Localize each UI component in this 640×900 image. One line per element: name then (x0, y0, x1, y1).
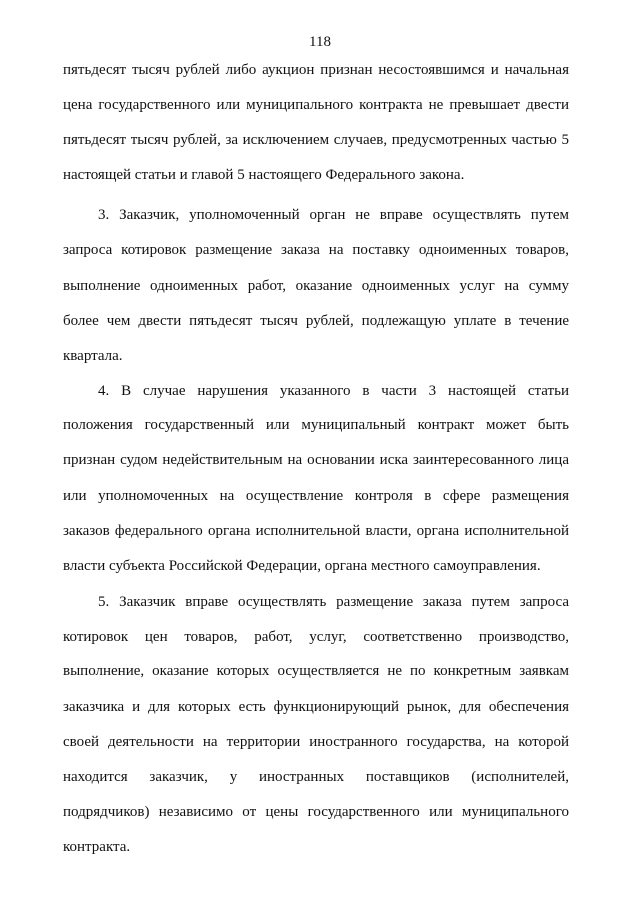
text-line: пятьдесят тысяч рублей либо аукцион признан несостоявшимся и начальная (63, 62, 569, 78)
text-line: более чем двести пятьдесят тысяч рублей, подлежащую уплате в течение (63, 313, 569, 329)
text-line: находится заказчик, у иностранных поставщиков (исполнителей, (63, 769, 569, 785)
text-line: котировок цен товаров, работ, услуг, соответственно производство, (63, 629, 569, 645)
text-line: выполнение, оказание которых осуществляется не по конкретным заявкам (63, 663, 569, 679)
text-line: своей деятельности на территории иностранного государства, на которой (63, 734, 569, 750)
text-line: заказов федерального органа исполнительной власти, органа исполнительной (63, 523, 569, 539)
text-line: подрядчиков) независимо от цены государственного или муниципального (63, 804, 569, 820)
text-line: заказчика и для которых есть функционирующий рынок, для обеспечения (63, 699, 569, 715)
paragraph-first-line: 4. В случае нарушения указанного в части 3 настоящей статьи (98, 383, 569, 399)
paragraph-first-line: 3. Заказчик, уполномоченный орган не вправе осуществлять путем (98, 207, 569, 223)
text-line: власти субъекта Российской Федерации, органа местного самоуправления. (63, 558, 541, 574)
text-line: признан судом недействительным на основании иска заинтересованного лица (63, 452, 569, 468)
page-number: 118 (309, 34, 331, 50)
text-line: выполнение одноименных работ, оказание одноименных услуг на сумму (63, 278, 569, 294)
paragraph-first-line: 5. Заказчик вправе осуществлять размещение заказа путем запроса (98, 594, 569, 610)
text-line: пятьдесят тысяч рублей, за исключением случаев, предусмотренных частью 5 (63, 132, 569, 148)
text-line: или уполномоченных на осуществление контроля в сфере размещения (63, 488, 569, 504)
text-line: запроса котировок размещение заказа на поставку одноименных товаров, (63, 242, 569, 258)
text-line: квартала. (63, 348, 123, 364)
text-line: положения государственный или муниципальный контракт может быть (63, 417, 569, 433)
text-line: настоящей статьи и главой 5 настоящего Федерального закона. (63, 167, 465, 183)
text-line: контракта. (63, 839, 131, 855)
text-line: цена государственного или муниципального контракта не превышает двести (63, 97, 569, 113)
